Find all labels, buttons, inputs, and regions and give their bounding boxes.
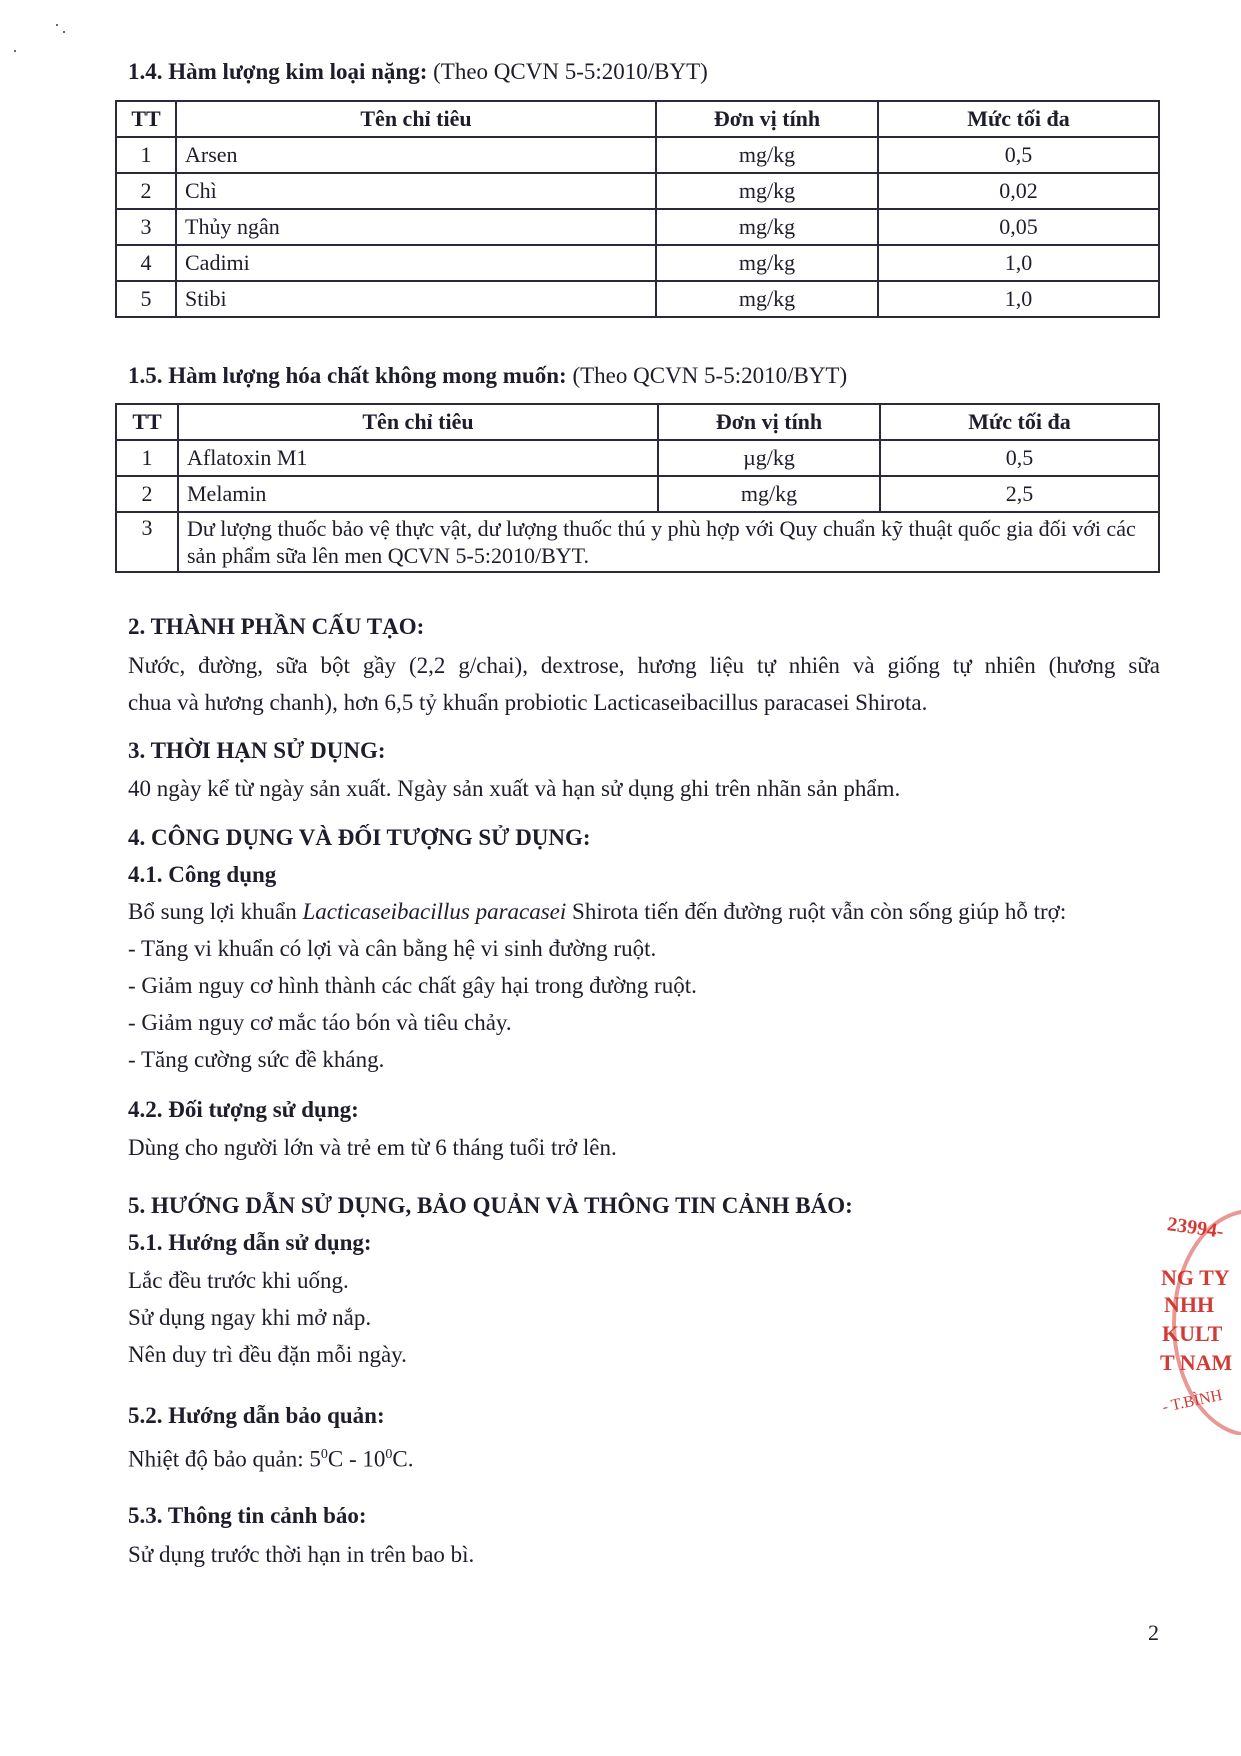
table-row xyxy=(116,137,1159,173)
section-1-4-title xyxy=(128,58,708,86)
temp-text-a: Nhiệt độ bảo quản: 5 xyxy=(128,1446,321,1472)
section-1-5-title-bold: 1.5. Hàm lượng hóa chất không mong muốn: xyxy=(128,363,567,388)
benefit-bullet: - Tăng cường sức đề kháng. xyxy=(128,1047,385,1072)
section-5-1-heading: 5.1. Hướng dẫn sử dụng: xyxy=(128,1230,372,1255)
cell-indicator: Stibi xyxy=(176,281,656,317)
section-1-5-title-rest: (Theo QCVN 5-5:2010/BYT) xyxy=(566,363,848,388)
cell-tt: 2 xyxy=(116,173,176,209)
scan-speck xyxy=(63,31,65,33)
stamp-text: NG TY xyxy=(1161,1265,1230,1290)
intro-text-species: Lacticaseibacillus paracasei xyxy=(302,899,567,924)
cell-tt: 1 xyxy=(116,440,178,476)
scan-speck xyxy=(56,24,58,26)
heavy-metals-table xyxy=(115,100,1160,318)
temp-text-c: C. xyxy=(392,1446,414,1472)
section-3-text: 40 ngày kể từ ngày sản xuất. Ngày sản xuất và hạn sử dụng ghi trên nhãn sản phẩm. xyxy=(128,776,901,801)
cell-unit: mg/kg xyxy=(658,476,880,512)
storage-temperature xyxy=(128,1441,414,1474)
cell-indicator: Chì xyxy=(176,173,656,209)
stamp-text: 23994- xyxy=(1165,1213,1225,1243)
section-5-3-heading: 5.3. Thông tin cảnh báo: xyxy=(128,1503,367,1528)
stamp-text: NHH xyxy=(1164,1292,1215,1317)
cell-residue-note: Dư lượng thuốc bảo vệ thực vật, dư lượng thuốc thú y phù hợp với Quy chuẩn kỹ thuật quốc gia đối với các sản phẩm sữa lên men QCVN 5-5:2010/BYT. xyxy=(178,512,1159,572)
cell-indicator: Arsen xyxy=(176,137,656,173)
table-row xyxy=(116,209,1159,245)
section-2-line-2: chua và hương chanh), hơn 6,5 tỷ khuẩn probiotic Lacticaseibacillus paracasei Shirota. xyxy=(128,690,928,715)
cell-unit: mg/kg xyxy=(656,209,878,245)
section-5-2-heading: 5.2. Hướng dẫn bảo quản: xyxy=(128,1403,385,1428)
header-indicator: Tên chỉ tiêu xyxy=(176,101,656,137)
usage-instruction: Nên duy trì đều đặn mỗi ngày. xyxy=(128,1342,407,1367)
section-1-4-title-bold: 1.4. Hàm lượng kim loại nặng: xyxy=(128,59,428,84)
stamp-text: - T.BÌNH xyxy=(1160,1386,1224,1417)
cell-max-level: 1,0 xyxy=(878,245,1159,281)
section-4-1-intro xyxy=(128,898,1066,926)
benefit-bullet: - Tăng vi khuẩn có lợi và cân bằng hệ vi sinh đường ruột. xyxy=(128,936,657,961)
cell-unit: mg/kg xyxy=(656,245,878,281)
table-row xyxy=(116,476,1159,512)
stamp-text: T NAM xyxy=(1160,1350,1233,1375)
section-1-4-title-rest: (Theo QCVN 5-5:2010/BYT) xyxy=(427,59,708,84)
cell-unit: mg/kg xyxy=(656,281,878,317)
header-unit: Đơn vị tính xyxy=(656,101,878,137)
benefit-bullet: - Giảm nguy cơ mắc táo bón và tiêu chảy. xyxy=(128,1010,512,1035)
cell-indicator: Cadimi xyxy=(176,245,656,281)
header-tt: TT xyxy=(116,101,176,137)
table-row xyxy=(116,281,1159,317)
cell-max-level: 2,5 xyxy=(880,476,1159,512)
table-row xyxy=(116,440,1159,476)
undesired-chemicals-table xyxy=(115,403,1160,573)
cell-tt: 5 xyxy=(116,281,176,317)
cell-unit: µg/kg xyxy=(658,440,880,476)
company-seal-stamp xyxy=(1160,1205,1241,1435)
header-max-level: Mức tối đa xyxy=(878,101,1159,137)
section-3-heading: 3. THỜI HẠN SỬ DỤNG: xyxy=(128,738,386,763)
cell-indicator: Thủy ngân xyxy=(176,209,656,245)
cell-unit: mg/kg xyxy=(656,173,878,209)
section-2-line-1: Nước, đường, sữa bột gầy (2,2 g/chai), dextrose, hương liệu tự nhiên và giống tự nhiên (hương sữa xyxy=(128,653,1160,678)
temp-text-b: C - 10 xyxy=(327,1446,386,1472)
header-indicator: Tên chỉ tiêu xyxy=(178,404,658,440)
usage-instruction: Sử dụng ngay khi mở nắp. xyxy=(128,1305,372,1330)
table-row xyxy=(116,245,1159,281)
header-max-level: Mức tối đa xyxy=(880,404,1159,440)
section-1-5-title xyxy=(128,362,847,390)
cell-max-level: 1,0 xyxy=(878,281,1159,317)
scan-speck xyxy=(14,50,16,52)
cell-indicator: Melamin xyxy=(178,476,658,512)
table-row xyxy=(116,512,1159,572)
degree-sup: 0 xyxy=(320,1447,328,1462)
section-4-heading: 4. CÔNG DỤNG VÀ ĐỐI TƯỢNG SỬ DỤNG: xyxy=(128,825,591,850)
cell-tt: 3 xyxy=(116,209,176,245)
intro-text-b: Shirota tiến đến đường ruột vẫn còn sống giúp hỗ trợ: xyxy=(566,899,1067,924)
page-number: 2 xyxy=(1148,1620,1159,1645)
stamp-text: KULT xyxy=(1162,1321,1223,1346)
degree-sup: 0 xyxy=(385,1447,393,1462)
section-4-2-heading: 4.2. Đối tượng sử dụng: xyxy=(128,1097,359,1122)
cell-tt: 1 xyxy=(116,137,176,173)
section-2-heading: 2. THÀNH PHẦN CẤU TẠO: xyxy=(128,614,425,639)
section-5-heading: 5. HƯỚNG DẪN SỬ DỤNG, BẢO QUẢN VÀ THÔNG TIN CẢNH BÁO: xyxy=(128,1193,853,1218)
cell-unit: mg/kg xyxy=(656,137,878,173)
cell-tt: 3 xyxy=(116,512,178,572)
table-row xyxy=(116,173,1159,209)
header-tt: TT xyxy=(116,404,178,440)
warning-text: Sử dụng trước thời hạn in trên bao bì. xyxy=(128,1542,475,1567)
cell-max-level: 0,5 xyxy=(878,137,1159,173)
table-header-row xyxy=(116,404,1159,440)
section-4-2-text: Dùng cho người lớn và trẻ em từ 6 tháng tuổi trở lên. xyxy=(128,1135,617,1160)
cell-indicator: Aflatoxin M1 xyxy=(178,440,658,476)
benefit-bullet: - Giảm nguy cơ hình thành các chất gây hại trong đường ruột. xyxy=(128,973,697,998)
cell-tt: 2 xyxy=(116,476,178,512)
header-unit: Đơn vị tính xyxy=(658,404,880,440)
cell-tt: 4 xyxy=(116,245,176,281)
cell-max-level: 0,02 xyxy=(878,173,1159,209)
intro-text-a: Bổ sung lợi khuẩn xyxy=(128,899,303,924)
cell-max-level: 0,05 xyxy=(878,209,1159,245)
section-4-1-heading: 4.1. Công dụng xyxy=(128,862,277,887)
cell-max-level: 0,5 xyxy=(880,440,1159,476)
table-header-row xyxy=(116,101,1159,137)
usage-instruction: Lắc đều trước khi uống. xyxy=(128,1268,349,1293)
